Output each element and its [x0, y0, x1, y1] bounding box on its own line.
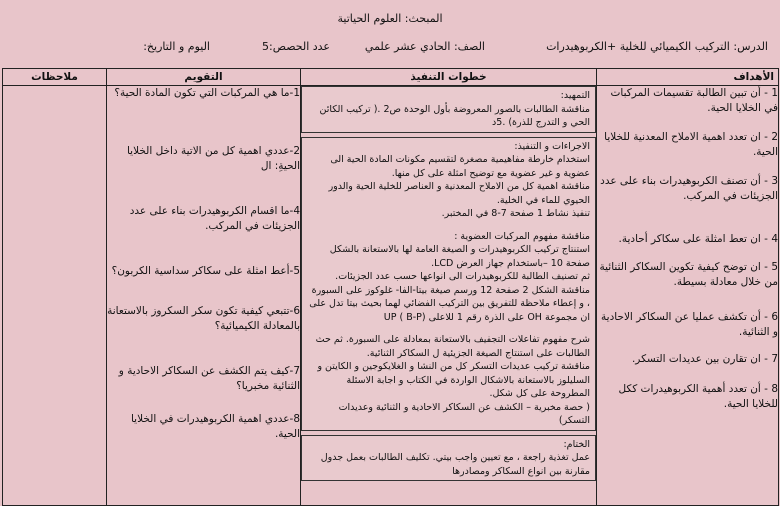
execution-cell [301, 86, 597, 506]
objective-item: 7 - ان تقارن بين عديدات التسكر. [631, 353, 778, 365]
closing-box [301, 435, 596, 482]
objective-item: 4 - ان تعط امثلة على سكاكر أحادية. [618, 233, 778, 245]
objective-item: 5 - ان توضح كيفية تكوين السكاكر الثنائية من خلال معادلة بسيطة. [599, 261, 778, 288]
objective-item: 8 - أن تعدد أهمية الكربوهيدرات ككل للخلايا الحية. [618, 383, 778, 410]
periods-field [262, 40, 330, 53]
execution-header: خطوات التنفيذ [301, 69, 597, 86]
closing-title: الختام: [563, 438, 590, 450]
evaluation-item: 4-ما اقسام الكربوهيدرات بناء على عدد الجزيئات في المركب. [129, 205, 300, 232]
objective-item: 1 - أن تبين الطالبة تقسيمات المركبات في الخلايا الحية. [610, 87, 778, 114]
table-header-row [3, 69, 779, 86]
evaluation-header: التقويم [107, 69, 301, 86]
closing-text: عمل تغذية راجعة ، مع تعيين واجب بيتي. تكليف الطالبات بعمل جدول مقارنة بين انواع السكاكر ومصادرها [320, 452, 590, 477]
intro-box [301, 86, 596, 133]
objectives-header: الأهداف [597, 69, 779, 86]
objectives-cell [597, 86, 779, 506]
lesson-plan-table [2, 68, 779, 506]
grade-field [365, 40, 485, 53]
notes-header: ملاحظات [3, 69, 107, 86]
subject-title: المبحث: العلوم الحياتية [337, 12, 443, 25]
evaluation-item: 1-ما هي المركبات التي تكون المادة الحية؟ [114, 87, 300, 99]
table-body-row [3, 86, 779, 506]
organic-line: مناقشة الشكل 2 صفحة 12 ورسم صيغة بيتا-الفا- غلوكوز على السبورة ، و إعطاء ملاحظة للتفريق بين التركيب الفضائي لهما بحيث بيتا تدل على ان مجموعة OH على الذرة رقم 1 للاعلى (B-P ) UP [309, 284, 590, 323]
organic-line: مناقشة مفهوم المركبات العضوية : [454, 230, 590, 242]
procedure-line: استخدام خارطة مفاهيمية مصغرة لتقسيم مكونات المادة الحية الى عضوية و غير عضوية مع توضيح امثلة على كل منها. [330, 154, 590, 179]
procedure-title: الاجراءات و التنفيذ: [514, 140, 590, 152]
evaluation-item: 5-أعط امثلة على سكاكر سداسية الكربون؟ [111, 265, 300, 277]
objective-item: 2 - ان تعدد اهمية الاملاح المعدنية للخلايا الحية. [604, 131, 778, 158]
procedure-line: مناقشة اهمية كل من الاملاح المعدنية و العناصر للخلية الحية والدور الحيوي للماء في الخلية. [328, 181, 590, 206]
organic-line: استنتاج تركيب الكربوهيدرات و الصيغة العامة لها بالاستعانة بالشكل صفحة 10 –باستخدام جهاز العرض LCD. [329, 244, 590, 269]
procedure-line: تنفيذ نشاط 1 صفحة 7-8 في المختبر. [441, 208, 590, 219]
synthesis-line: شرح مفهوم تفاعلات التجفيف بالاستعانة بمعادلة على السبورة. ثم حث الطالبات على استنتاج الصيغة الجزيئية ل السكاكر الثنائية. [315, 334, 590, 359]
procedure-box [301, 137, 596, 431]
synthesis-line: ( حصة مخبرية – الكشف عن السكاكر الاحادية و الثنائية وعديدات التسكر) [338, 401, 590, 426]
organic-line: ثم تصنيف الطالبة للكربوهيدرات الى انواعها حسب عدد الجزيئات. [335, 271, 590, 282]
lesson-label: الدرس: [733, 40, 768, 53]
synthesis-line: مناقشة تركيب عديدات التسكر كل من النشا و الغلايكوجين و الكايتن و السليلوز بالاستعانة بالاشكال الواردة في الكتاب و اجابة الاسئلة المطروحة على كل شكل. [317, 361, 590, 399]
objective-item: 6 - أن تكشف عمليا عن السكاكر الاحادية و الثنائية. [601, 311, 778, 338]
grade-value: الحادي عشر علمي [364, 40, 451, 53]
date-label: اليوم و التاريخ: [143, 40, 210, 53]
evaluation-cell [107, 86, 301, 506]
intro-text: مناقشة الطالبات بالصور المعروضة بأول الوحدة ص2 .( تركيب الكائن الحي و التدرج للذرة) .5د [319, 103, 590, 128]
notes-cell [3, 86, 107, 506]
lesson-value: التركيب الكيميائي للخلية +الكربوهيدرات [546, 40, 730, 53]
periods-label: عدد الحصص: [269, 40, 330, 53]
evaluation-item: 6-تتبعي كيفية تكون سكر السكروز بالاستعانة بالمعادلة الكيميائية؟ [107, 305, 300, 332]
grade-label: الصف: [453, 40, 485, 53]
evaluation-item: 8-عددي اهمية الكربوهيدرات في الخلايا الحية. [130, 413, 300, 440]
objective-item: 3 - أن تصنف الكربوهيدرات بناء على عدد الجزيئات في المركب. [600, 175, 778, 202]
lesson-field [546, 40, 768, 53]
periods-value: 5 [262, 40, 270, 53]
date-field [143, 40, 210, 53]
evaluation-item: 2-عددي اهمية كل من الاتية داخل الخلايا الحيةِ: ال [126, 145, 300, 172]
evaluation-item: 7-كيف يتم الكشف عن السكاكر الاحادية و الثنائية مخبريا؟ [118, 365, 300, 392]
intro-title: التمهيد: [560, 90, 590, 101]
